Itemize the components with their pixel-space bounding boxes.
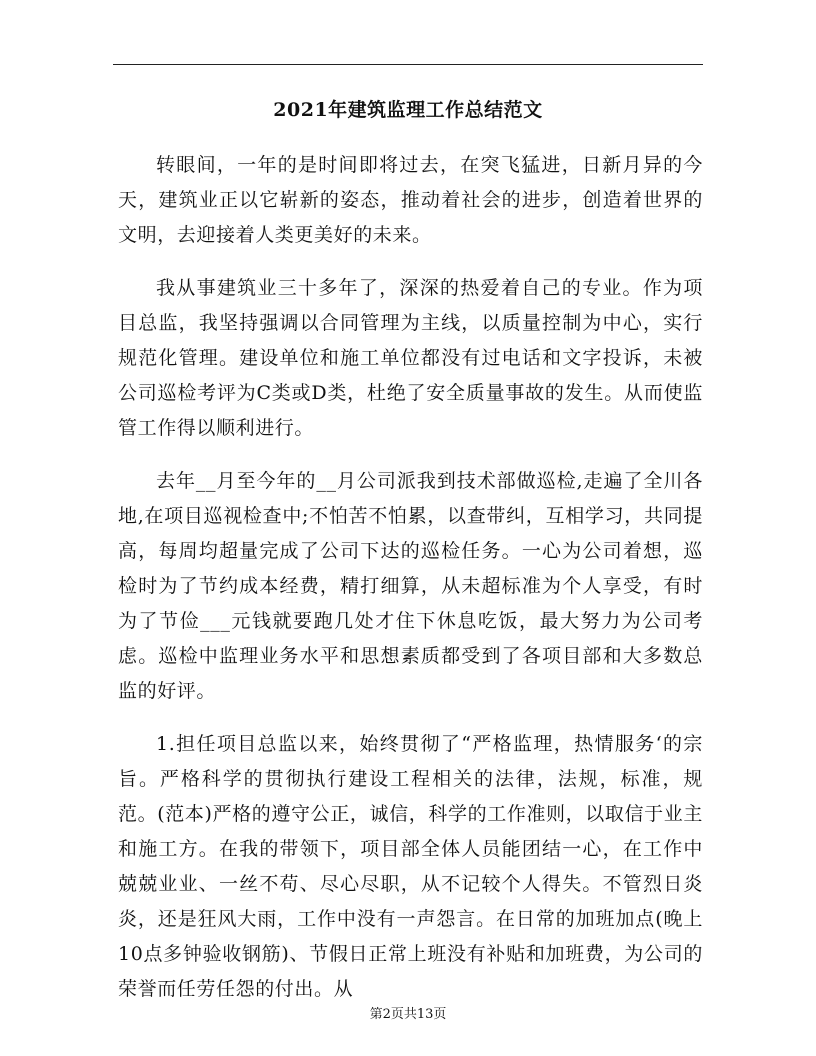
paragraph-4: 1.担任项目总监以来，始终贯彻了“严格监理，热情服务‘的宗旨。严格科学的贯彻执行建设工程相关的法律，法规，标准，规范。(范本)严格的遵守公正，诚信，科学的工作准则，以取信于业主和施工方。在我的带领下，项目部全体人员能团结一心，在工作中兢兢业业、一丝不苟、尽心尽职，从不记较个人得失。不管烈日炎炎，还是狂风大雨，工作中没有一声怨言。在日常的加班加点(晚上10点多钟验收钢筋)、节假日正常上班没有补贴和加班费，为公司的荣誉而任劳任怨的付出。从 bbox=[118, 733, 703, 1000]
page-footer: 第2页共13页 bbox=[369, 1007, 447, 1022]
paragraph-3: 去年__月至今年的__月公司派我到技术部做巡检,走遍了全川各地,在项目巡视检查中;不怕苦不怕累，以查带纠，互相学习，共同提高，每周均超量完成了公司下达的巡检任务。一心为公司着想，巡检时为了节约成本经费，精打细算，从未超标准为个人享受，有时为了节俭___元钱就要跑几处才住下休息吃饭，最大努力为公司考虑。巡检中监理业务水平和思想素质都受到了各项目部和大多数总监的好评。 bbox=[118, 470, 703, 702]
page-title: 2021年建筑监理工作总结范文 bbox=[273, 99, 543, 121]
header-rule bbox=[113, 64, 703, 65]
document-body bbox=[118, 148, 703, 1025]
paragraph-2: 我从事建筑业三十多年了，深深的热爱着自己的专业。作为项目总监，我坚持强调以合同管理为主线，以质量控制为中心，实行规范化管理。建设单位和施工单位都没有过电话和文字投诉，未被公司巡检考评为C类或D类，杜绝了安全质量事故的发生。从而使监管工作得以顺利进行。 bbox=[118, 277, 703, 439]
paragraph-1: 转眼间，一年的是时间即将过去，在突飞猛进，日新月异的今天，建筑业正以它崭新的姿态，推动着社会的进步，创造着世界的文明，去迎接着人类更美好的未来。 bbox=[118, 154, 703, 246]
